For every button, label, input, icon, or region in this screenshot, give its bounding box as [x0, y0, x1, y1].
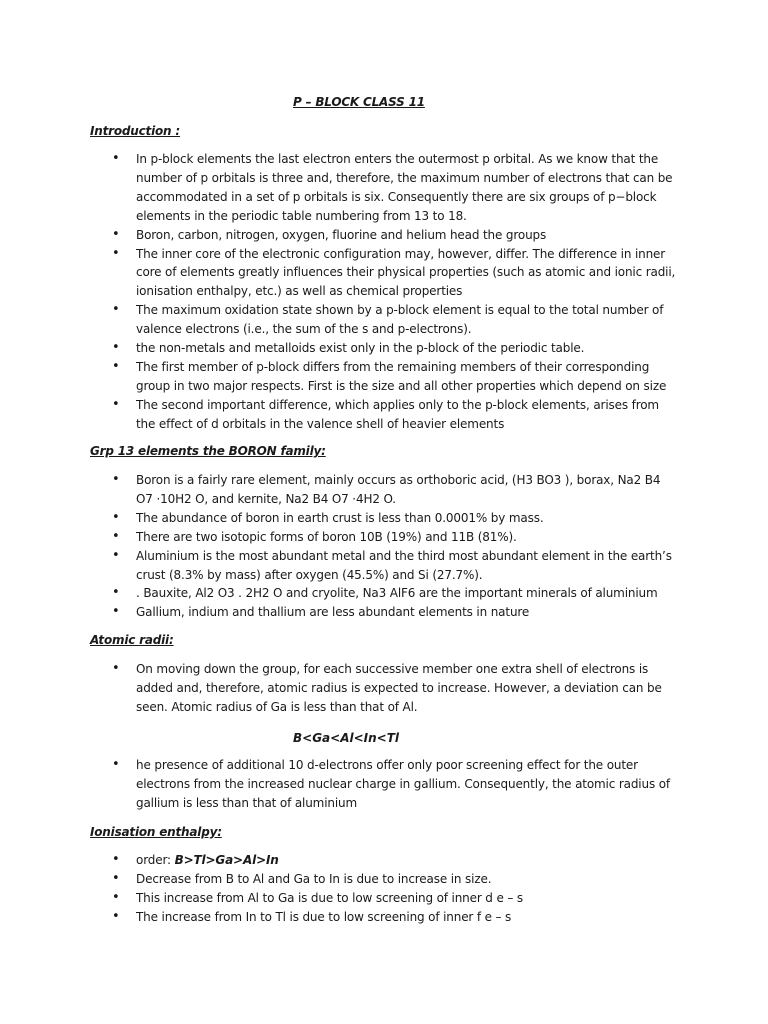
list-item: • There are two isotopic forms of boron 10B (19%) and 11B (81%).	[0, 528, 676, 547]
list-item: • In p-block elements the last electron enters the outermost p orbital. As we know that the number of p orbitals is three and, therefore, the maximum number of electrons that can be accommodated in a set of p orbitals is six. Consequently there are six groups of p−block elements in the periodic table numbering from 13 to 18.	[0, 150, 676, 226]
list-item: • The increase from In to Tl is due to low screening of inner f e – s	[0, 908, 676, 927]
atomic-radii-list	[0, 660, 768, 717]
order-value: B>Tl>Ga>Al>In	[174, 853, 279, 867]
section-heading-atomic-radii: Atomic radii:	[90, 633, 174, 647]
list-item	[0, 851, 676, 870]
list-item: • The second important difference, which applies only to the p-block elements, arises from the effect of d orbitals in the valence shell of heavier elements	[0, 396, 676, 434]
list-item: • The abundance of boron in earth crust is less than 0.0001% by mass.	[0, 509, 676, 528]
ionisation-enthalpy-list	[0, 851, 768, 927]
list-item: • The first member of p-block differs from the remaining members of their corresponding group in two major respects. First is the size and all other properties which depend on size	[0, 358, 676, 396]
page-title: P – BLOCK CLASS 11	[293, 95, 425, 109]
atomic-radii-order: B<Ga<Al<In<Tl	[293, 731, 400, 745]
list-item: • The maximum oxidation state shown by a p-block element is equal to the total number of valence electrons (i.e., the sum of the s and p-electrons).	[0, 301, 676, 339]
list-item: • he presence of additional 10 d-electrons offer only poor screening effect for the outer electrons from the increased nuclear charge in gallium. Consequently, the atomic radius of gallium is less than that of aluminium	[0, 756, 676, 813]
list-item: • the non-metals and metalloids exist only in the p-block of the periodic table.	[0, 339, 676, 358]
list-item: • Boron, carbon, nitrogen, oxygen, fluorine and helium head the groups	[0, 226, 676, 245]
list-item: • Gallium, indium and thallium are less abundant elements in nature	[0, 603, 676, 622]
list-item: • This increase from Al to Ga is due to low screening of inner d e – s	[0, 889, 676, 908]
section-heading-boron-family: Grp 13 elements the BORON family:	[90, 444, 326, 458]
section-heading-introduction: Introduction :	[90, 124, 180, 138]
list-item: • Decrease from B to Al and Ga to In is due to increase in size.	[0, 870, 676, 889]
list-item: • On moving down the group, for each successive member one extra shell of electrons is added and, therefore, atomic radius is expected to increase. However, a deviation can be seen. Atomic radius of Ga is less than that of Al.	[0, 660, 676, 717]
boron-family-list	[0, 471, 768, 622]
list-item: • Aluminium is the most abundant metal and the third most abundant element in the earth’s crust (8.3% by mass) after oxygen (45.5%) and Si (27.7%).	[0, 547, 676, 585]
introduction-list	[0, 150, 768, 434]
list-item: • The inner core of the electronic configuration may, however, differ. The difference in inner core of elements greatly influences their physical properties (such as atomic and ionic radii, ionisation enthalpy, etc.) as well as chemical properties	[0, 245, 676, 302]
section-heading-ionisation-enthalpy: Ionisation enthalpy:	[90, 825, 222, 839]
list-item: • Boron is a fairly rare element, mainly occurs as orthoboric acid, (H3 BO3 ), borax, Na2 B4 O7 ·10H2 O, and kernite, Na2 B4 O7 ·4H2 O.	[0, 471, 676, 509]
atomic-radii-list-2	[0, 756, 768, 813]
list-item: • . Bauxite, Al2 O3 . 2H2 O and cryolite, Na3 AlF6 are the important minerals of aluminium	[0, 584, 676, 603]
order-prefix: order:	[136, 853, 175, 867]
